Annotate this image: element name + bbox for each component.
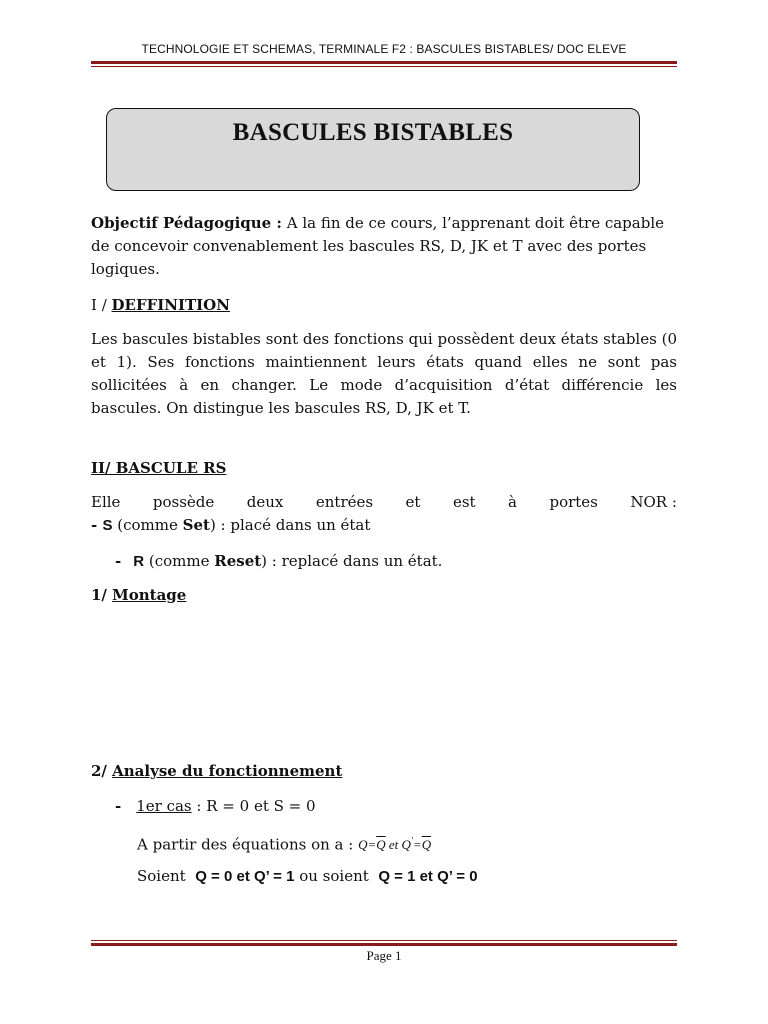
- state-two: Q = 1 et Q’ = 0: [378, 868, 478, 885]
- footer-rule: [91, 940, 677, 946]
- s-rest: ) : placé dans un état: [209, 516, 371, 534]
- intro-word: et: [405, 493, 421, 511]
- equations-line: [137, 831, 431, 855]
- eq-et: et Q: [385, 837, 411, 853]
- objectif-label: Objectif Pédagogique :: [91, 214, 282, 232]
- section1-prefix: I /: [91, 296, 112, 314]
- s-input-item: [91, 515, 370, 536]
- objectif-paragraph: [91, 212, 677, 281]
- list-dash: -: [115, 552, 122, 570]
- title-box: [106, 108, 640, 191]
- states-line: [137, 866, 478, 887]
- eq-equals: =: [412, 837, 422, 853]
- list-dash: -: [91, 516, 103, 534]
- set-word: Set: [182, 516, 210, 534]
- intro-word: est: [452, 493, 476, 511]
- analyse-heading: [91, 761, 342, 781]
- definition-paragraph: Les bascules bistables sont des fonctions qui possèdent deux états stables (0 et 1). Ses fonctions maintiennent leurs états quand elles ne sont pas sollicitées à en changer. Le mode d’acquisition d’état différencie les bascules. On distingue les bascules RS, D, JK et T.: [91, 330, 677, 417]
- section1-heading: [91, 295, 230, 315]
- intro-word: Elle: [91, 493, 121, 511]
- eq-prime: ′: [410, 836, 413, 846]
- page-header: TECHNOLOGIE ET SCHEMAS, TERMINALE F2 : BASCULES BISTABLES/ DOC ELEVE: [141, 42, 627, 56]
- rs-intro-line: [91, 492, 677, 512]
- intro-word: NOR :: [630, 493, 677, 511]
- montage-number: 1/: [91, 586, 113, 604]
- section2-heading: [91, 458, 226, 478]
- analyse-title: Analyse du fonctionnement: [112, 762, 343, 780]
- r-rest: ) : replacé dans un état.: [261, 552, 443, 570]
- analyse-number: 2/: [91, 762, 113, 780]
- case1-label: 1er cas: [136, 797, 192, 815]
- intro-word: portes: [549, 493, 598, 511]
- montage-heading: [91, 585, 186, 605]
- montage-title: Montage: [112, 586, 187, 604]
- list-dash: -: [115, 797, 122, 815]
- case1-sep: :: [191, 797, 207, 815]
- soient-text: Soient: [137, 867, 196, 885]
- intro-word: entrées: [315, 493, 374, 511]
- equations-text: A partir des équations on a :: [137, 835, 359, 854]
- state-one: Q = 0 et Q’ = 1: [195, 868, 295, 885]
- case1-condition: R = 0 et S = 0: [206, 797, 316, 815]
- r-input-item: [115, 551, 442, 572]
- objectif-text: A la fin de ce cours, l’apprenant doit être capable de concevoir convenablement les bascules RS, D, JK et T avec des portes logiques.: [91, 214, 664, 278]
- s-letter: S: [102, 517, 113, 534]
- header-rule: [91, 61, 677, 67]
- eq-qbar2: $\overline{Q}$: [421, 837, 432, 853]
- intro-word: à: [508, 493, 517, 511]
- ou-text: ou soient: [294, 867, 379, 885]
- reset-word: Reset: [214, 552, 262, 570]
- r-mid: (comme: [144, 552, 215, 570]
- case1-item: [115, 796, 316, 816]
- page-number: Page 1: [366, 948, 402, 963]
- eq-qbar: $\overline{Q}$: [376, 837, 386, 853]
- section2-title: II/ BASCULE RS: [91, 459, 227, 477]
- equation: [358, 837, 431, 852]
- r-letter: R: [133, 553, 145, 570]
- intro-word: possède: [152, 493, 215, 511]
- eq-q: Q=: [358, 837, 377, 853]
- s-mid: (comme: [112, 516, 183, 534]
- section1-title: DEFFINITION: [111, 296, 230, 314]
- intro-word: deux: [246, 493, 284, 511]
- page-title: BASCULES BISTABLES: [232, 119, 514, 146]
